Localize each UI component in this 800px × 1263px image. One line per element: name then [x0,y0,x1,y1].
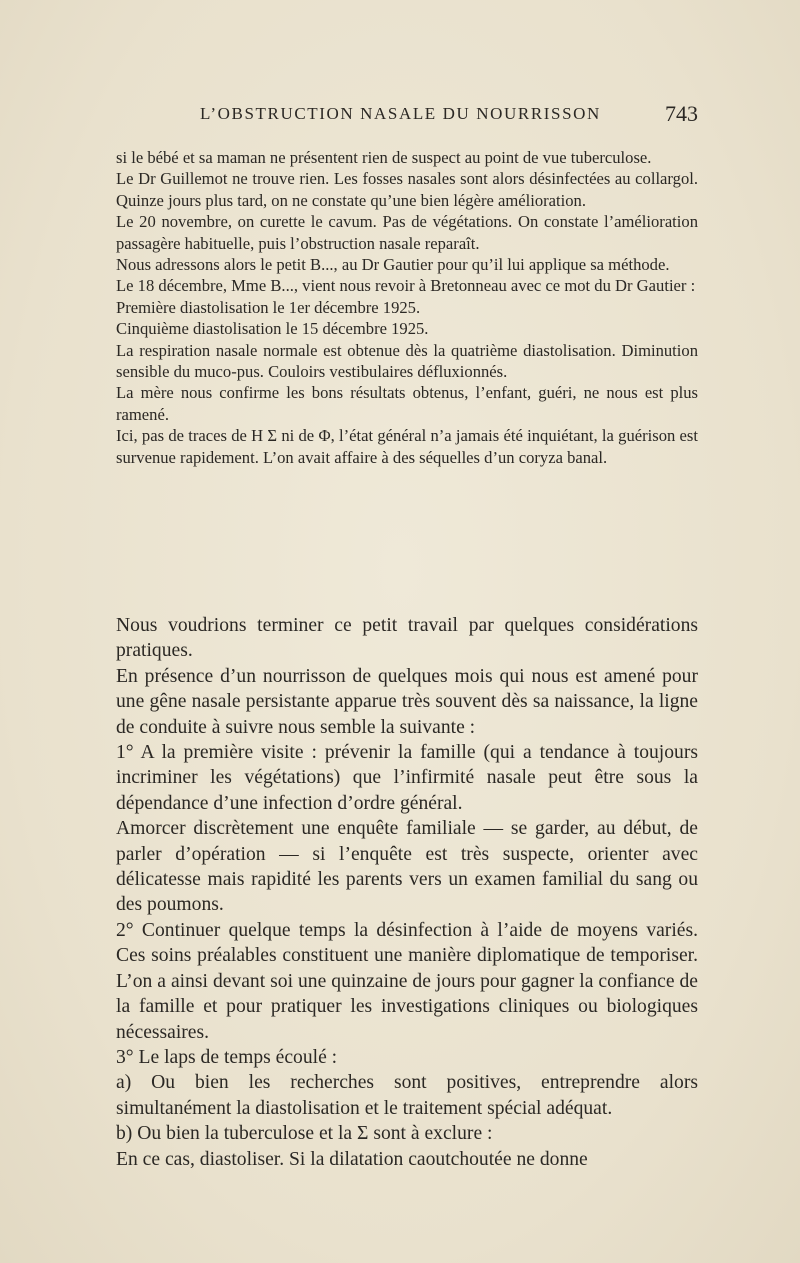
conclusion-paragraph: 3° Le laps de temps écoulé : [116,1046,338,1068]
running-title: L’OBSTRUCTION NASALE DU NOURRISSON [200,104,601,123]
case-report [116,147,698,468]
case-paragraph: si le bébé et sa maman ne présentent rien de suspect au point de vue tuberculose. [116,148,652,167]
conclusion-section [116,613,698,1172]
case-paragraph: La mère nous confirme les bons résultats obtenus, l’enfant, guéri, ne nous est plus ramené. [116,383,698,424]
case-paragraph: La respiration nasale normale est obtenue dès la quatrième diastolisation. Diminution sensible du muco-pus. Couloirs vestibulaires défluxionnés. [116,340,698,382]
case-paragraph: Première diastolisation le 1er décembre 1925. [116,297,421,317]
case-paragraph: Nous adressons alors le petit B..., au Dr Gautier pour qu’il lui applique sa méthode. [116,255,670,275]
conclusion-paragraph: En ce cas, diastoliser. Si la dilatation caoutchoutée ne donne [116,1148,588,1170]
case-paragraph: Ici, pas de traces de H Σ ni de Φ, l’état général n’a jamais été inquiétant, la guérison est survenue rapidement. L’on avait affaire à des séquelles d’un coryza banal. [116,426,698,467]
page-header [0,101,800,130]
case-paragraph: Le 18 décembre, Mme B..., vient nous revoir à Bretonneau avec ce mot du Dr Gautier : [116,276,696,296]
conclusion-paragraph: Amorcer discrètement une enquête familiale — se garder, au début, de parler d’opération — si l’enquête est très suspecte, orienter avec délicatesse mais rapidité les parents vers un examen familial du sang ou des poumons. [116,818,698,916]
conclusion-paragraph: 2° Continuer quelque temps la désinfection à l’aide de moyens variés. Ces soins préalables constituent une manière diplomatique de temporiser. L’on a ainsi devant soi une quinzaine de jours pour gagner la confiance de la famille et pour pratiquer les investigations cliniques ou biologiques nécessaires. [116,919,698,1043]
case-paragraph: Cinquième diastolisation le 15 décembre 1925. [116,319,429,339]
conclusion-paragraph: En présence d’un nourrisson de quelques mois qui nous est amené pour une gêne nasale persistante apparue très souvent dès sa naissance, la ligne de conduite à suivre nous semble la suivante : [116,665,698,738]
conclusion-paragraph: a) Ou bien les recherches sont positives, entreprendre alors simultanément la diastolisation et le traitement spécial adéquat. [116,1072,698,1119]
conclusion-paragraph: 1° A la première visite : prévenir la famille (qui a tendance à toujours incriminer les végétations) que l’infirmité nasale peut être sous la dépendance d’une infection d’ordre général. [116,742,698,814]
page-number: 743 [665,101,698,126]
conclusion-paragraph: Nous voudrions terminer ce petit travail par quelques considérations pratiques. [116,615,698,662]
case-paragraph: Le Dr Guillemot ne trouve rien. Les fosses nasales sont alors désinfectées au collargol. Quinze jours plus tard, on ne constate qu’une bien légère amélioration. [116,169,698,210]
case-paragraph: Le 20 novembre, on curette le cavum. Pas de végétations. On constate l’amélioration passagère habituelle, puis l’obstruction nasale reparaît. [116,212,698,253]
conclusion-paragraph: b) Ou bien la tuberculose et la Σ sont à exclure : [116,1123,493,1145]
